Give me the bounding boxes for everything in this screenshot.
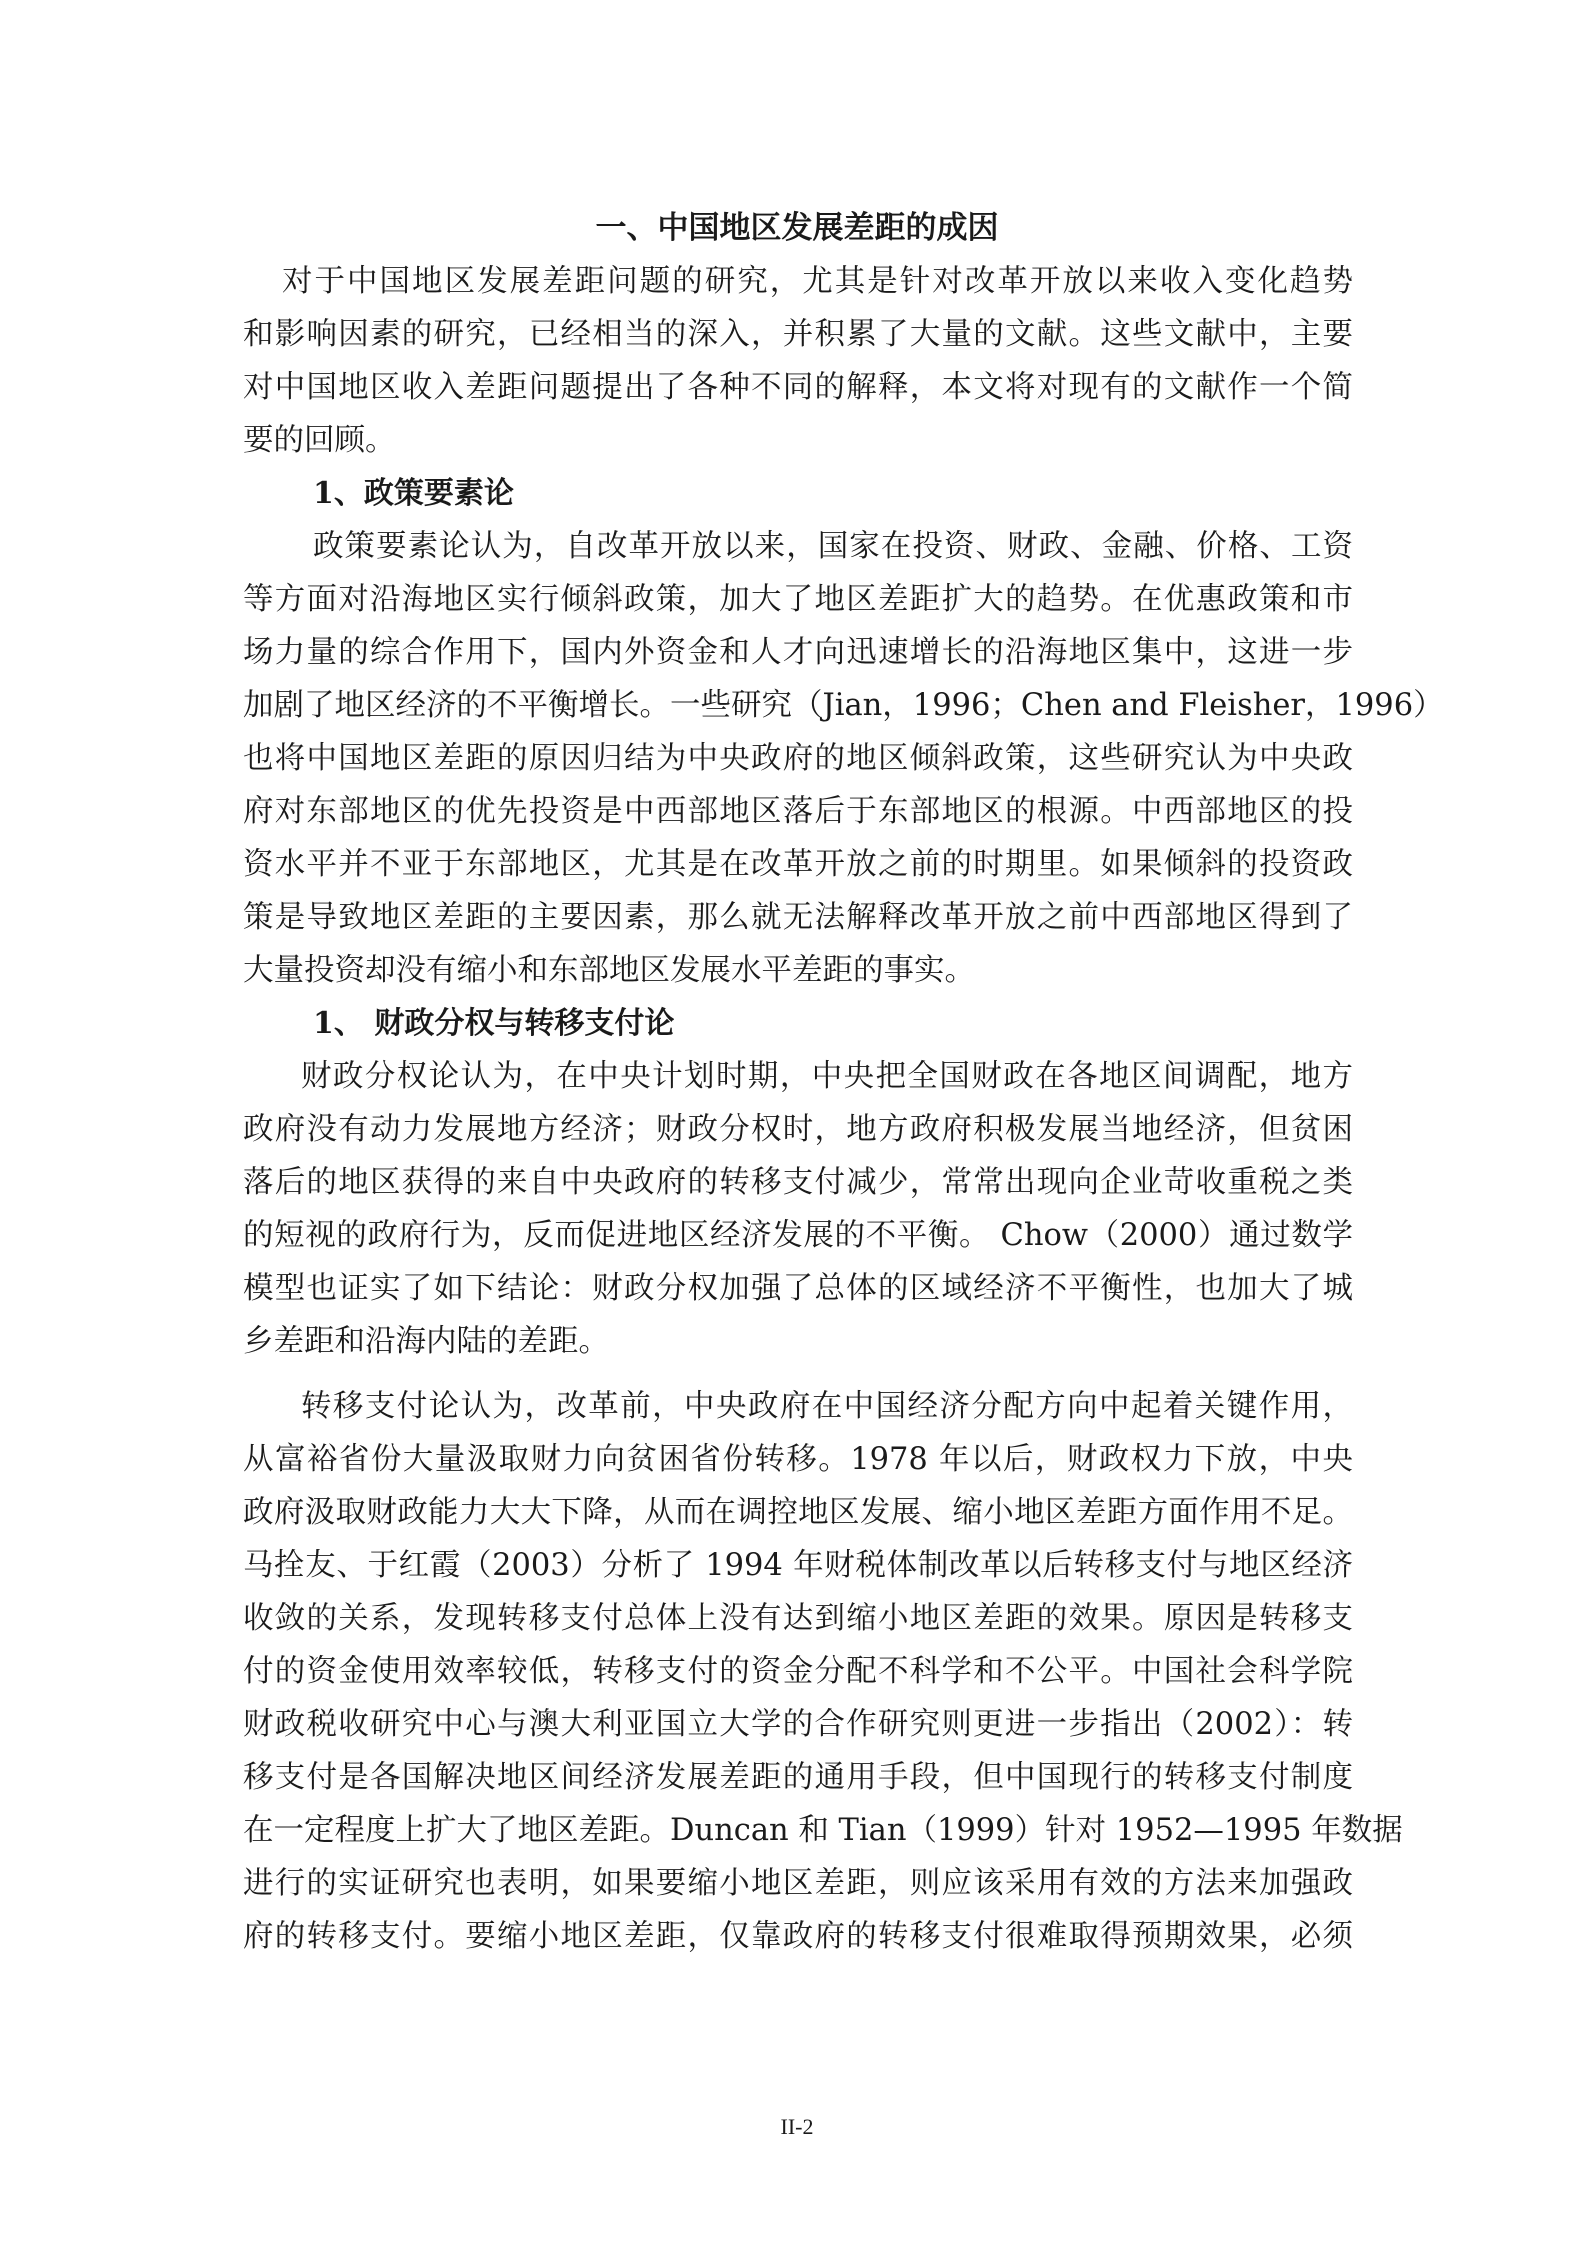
paragraph-line: 的短视的政府行为，反而促进地区经济发展的不平衡。 Chow（2000）通过数学 [243, 1218, 1353, 1253]
paragraph-line: 转移支付论认为，改革前，中央政府在中国经济分配方向中起着关键作用， [301, 1389, 1353, 1424]
paragraph-line: 从富裕省份大量汲取财力向贫困省份转移。1978 年以后，财政权力下放，中央 [243, 1442, 1353, 1477]
subsection-title: 1、政策要素论 [313, 476, 514, 511]
paragraph-line: 对中国地区收入差距问题提出了各种不同的解释，本文将对现有的文献作一个简 [243, 370, 1353, 405]
paragraph-line: 等方面对沿海地区实行倾斜政策，加大了地区差距扩大的趋势。在优惠政策和市 [243, 582, 1353, 617]
paragraph-line: 要的回顾。 [243, 423, 396, 458]
page-number: II-2 [780, 2114, 814, 2139]
paragraph-line: 策是导致地区差距的主要因素，那么就无法解释改革开放之前中西部地区得到了 [243, 900, 1353, 935]
paragraph-line: 在一定程度上扩大了地区差距。Duncan 和 Tian（1999）针对 1952—1995 年数据 [243, 1813, 1403, 1848]
paragraph-line: 收敛的关系，发现转移支付总体上没有达到缩小地区差距的效果。原因是转移支 [243, 1601, 1353, 1636]
paragraph-line: 大量投资却没有缩小和东部地区发展水平差距的事实。 [243, 953, 975, 988]
paragraph-line: 政府汲取财政能力大大下降，从而在调控地区发展、缩小地区差距方面作用不足。 [243, 1495, 1353, 1530]
paragraph-line: 政策要素论认为，自改革开放以来，国家在投资、财政、金融、价格、工资 [313, 529, 1353, 564]
paragraph-line: 资水平并不亚于东部地区，尤其是在改革开放之前的时期里。如果倾斜的投资政 [243, 847, 1353, 882]
paragraph-line: 付的资金使用效率较低，转移支付的资金分配不科学和不公平。中国社会科学院 [243, 1654, 1353, 1689]
paragraph-line: 加剧了地区经济的不平衡增长。一些研究（Jian，1996；Chen and Fleisher，1996） [243, 688, 1444, 723]
paragraph-line: 模型也证实了如下结论：财政分权加强了总体的区域经济不平衡性，也加大了城 [243, 1271, 1353, 1306]
paragraph-line: 和影响因素的研究，已经相当的深入，并积累了大量的文献。这些文献中，主要 [243, 317, 1353, 352]
paragraph-line: 府对东部地区的优先投资是中西部地区落后于东部地区的根源。中西部地区的投 [243, 794, 1353, 829]
paragraph-line: 政府没有动力发展地方经济；财政分权时，地方政府积极发展当地经济，但贫困 [243, 1112, 1353, 1147]
paragraph-line: 移支付是各国解决地区间经济发展差距的通用手段，但中国现行的转移支付制度 [243, 1760, 1353, 1795]
paragraph-line: 场力量的综合作用下，国内外资金和人才向迅速增长的沿海地区集中，这进一步 [243, 635, 1353, 670]
paragraph-line: 乡差距和沿海内陆的差距。 [243, 1324, 609, 1359]
paragraph-line: 也将中国地区差距的原因归结为中央政府的地区倾斜政策，这些研究认为中央政 [243, 741, 1353, 776]
paragraph-line: 落后的地区获得的来自中央政府的转移支付减少，常常出现向企业苛收重税之类 [243, 1165, 1353, 1200]
paragraph-line: 财政分权论认为，在中央计划时期，中央把全国财政在各地区间调配，地方 [301, 1059, 1353, 1094]
section-heading: 一、中国地区发展差距的成因 [595, 210, 999, 246]
paragraph-line: 进行的实证研究也表明，如果要缩小地区差距，则应该采用有效的方法来加强政 [243, 1866, 1353, 1901]
subsection-title: 1、 财政分权与转移支付论 [313, 1006, 675, 1041]
paragraph-line: 马拴友、于红霞（2003）分析了 1994 年财税体制改革以后转移支付与地区经济 [243, 1548, 1353, 1583]
paragraph-line: 府的转移支付。要缩小地区差距，仅靠政府的转移支付很难取得预期效果，必须 [243, 1919, 1353, 1954]
paragraph-line: 对于中国地区发展差距问题的研究，尤其是针对改革开放以来收入变化趋势 [282, 264, 1353, 299]
paragraph-line: 财政税收研究中心与澳大利亚国立大学的合作研究则更进一步指出（2002）：转 [243, 1707, 1353, 1742]
